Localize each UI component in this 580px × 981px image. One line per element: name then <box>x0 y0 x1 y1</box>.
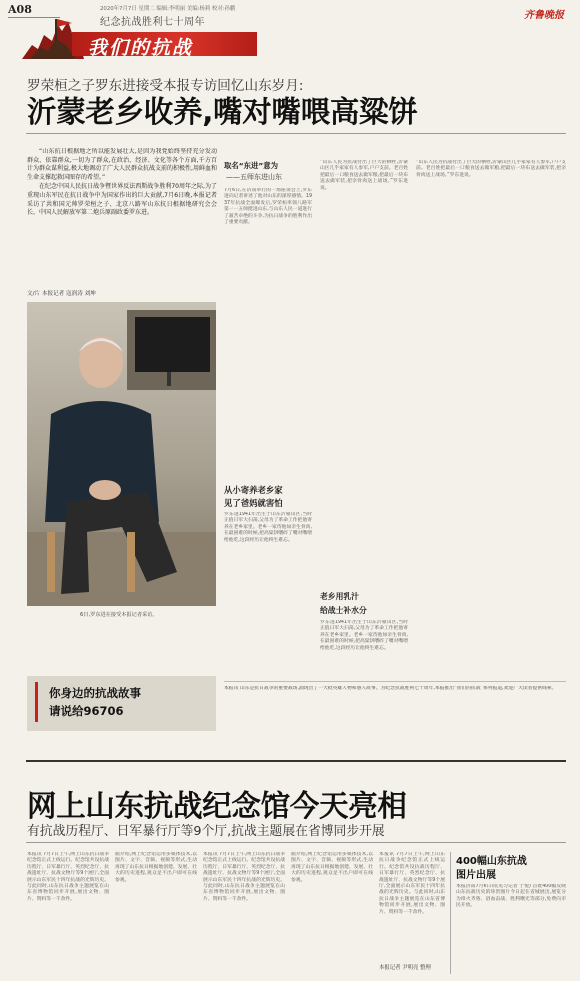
series-notice: 本报讯 山东是抗日战争的重要战场,涌现出了一大批英雄人物和感人故事。为纪念抗战胜利七十周年,本报推出“我们的抗战”系列报道,欢迎广大读者提供线索。 <box>224 686 557 691</box>
side-divider <box>450 852 451 974</box>
page-number: A08 <box>8 3 32 16</box>
side-title-2: 图片出展 <box>456 870 496 881</box>
notice-rule <box>224 681 566 682</box>
section-heading-3b: 给战士补水分 <box>320 606 367 615</box>
section-heading-2b: 见了爸妈就害怕 <box>224 498 283 508</box>
side-title-1: 400幅山东抗战 <box>456 856 527 867</box>
story1-kicker: 罗荣桓之子罗东进接受本报专访回忆山东岁月: <box>27 78 304 94</box>
interview-photo <box>27 302 216 606</box>
promo-accent <box>35 682 38 722</box>
story1-byline: 文/片 本报记者 寇润涛 刘坤 <box>27 291 96 297</box>
story2-rule <box>26 842 566 843</box>
side-body: 本报济南7月6日讯(见习记者 于悦) 首批400幅反映山东抗战历史的珍贵图片今日起在省城展出,展览分为烽火齐鲁、浴血奋战、胜利曙光等部分,免费向市民开放。 <box>456 884 566 909</box>
photo-caption: 6日,罗东进在接受本报记者采访。 <box>80 612 158 618</box>
story2-headline: 网上山东抗战纪念馆今天亮相 <box>27 789 407 823</box>
story1-lead <box>27 148 217 283</box>
paper-logo: 齐鲁晚报 <box>524 10 564 21</box>
lead-paragraph: “山东抗日根据地之所以能发展壮大,是因为我党始终坚持充分发动群众、依靠群众,一切为了群众,在政治、经济、文化等各个方面,千方百计为群众谋利益,极大地调动了广大人民群众抗战支前的积极性,用鲜血和生命支撑起救国图存的希望。” <box>27 148 217 181</box>
story2-column-4: 据介绍,网上纪念馆运用多媒体技术,以图片、文字、音频、视频等形式,生动再现了山东抗日根据地创建、发展、壮大的历史进程,观众足不出户即可在线参观。 <box>291 852 373 883</box>
story2-column-5: 本报讯 7月7日上午,网上山东抗日战争纪念馆正式上线运行。纪念馆共设抗战历程厅、日军暴行厅、英烈纪念厅、抗战遗址厅、抗战文物厅等9个展厅,全面展示山东军民十四年抗战的光辉历史。与此同时,山东抗日战争主题展览在山东省博物馆同步开展,展出文物、图片、资料等一千余件。 <box>379 852 445 915</box>
story1-column-3: “山东人民为抗战付出了巨大的牺牲,沂蒙山区几乎家家有人参军,户户支前。老百姓把最后一口粮食送去做军粮,把最后一块布送去做军装,把亲骨肉送上战场。”罗东进说。 <box>416 160 566 178</box>
story1-column-1a: 7月6日,在济南举行的一场座谈会上,罗东进向记者讲述了他对山东的深厚感情。1937年抗战全面爆发后,罗荣桓率领八路军第一一五师挺进山东,与山东人民一道进行了艰苦卓绝的斗争,为抗日战争的胜利作出了重要贡献。 <box>224 188 312 226</box>
masthead <box>0 0 580 62</box>
story1-column-1b: 罗东进1941年出生于山东沂蒙山区,当时正值日军大扫荡,父母为了革命工作把他寄养在老乡家里。老乡一家待他如亲生骨肉,在最困难的时候,把高粱饼嚼碎了嘴对嘴喂给他吃,这段经历让他终生难忘。 <box>224 512 312 543</box>
promo-line-1: 你身边的抗战故事 <box>49 686 141 700</box>
hotline-promo <box>27 676 216 731</box>
section-heading-1: 取名“东进”意为 <box>224 161 279 170</box>
story1-column-2b: 罗东进1941年出生于山东沂蒙山区,当时正值日军大扫荡,父母为了革命工作把他寄养在老乡家里。老乡一家待他如亲生骨肉,在最困难的时候,把高粱饼嚼碎了嘴对嘴喂给他吃,这段经历让他终生难忘。 <box>320 620 408 651</box>
story-divider <box>26 760 566 762</box>
story2-subhead: 有抗战历程厅、日军暴行厅等9个厅,抗战主题展在省博同步开展 <box>27 824 385 839</box>
story2-column-2: 据介绍,网上纪念馆运用多媒体技术,以图片、文字、音频、视频等形式,生动再现了山东抗日根据地创建、发展、壮大的历史进程,观众足不出户即可在线参观。 <box>115 852 197 883</box>
lead-paragraph-2: 在纪念中国人民抗日战争暨世界反法西斯战争胜利70周年之际,为了重现山东军民在抗日战争中为国家作出的巨大贡献,7月6日晚,本报记者采访了共和国元帅罗荣桓之子、北京八路军山东抗日根据地研究会会长、中国人民解放军第二炮兵原副政委罗东进。 <box>27 183 217 217</box>
story1-column-2a: “山东人民为抗战付出了巨大的牺牲,沂蒙山区几乎家家有人参军,户户支前。老百姓把最后一口粮食送去做军粮,把最后一块布送去做军装,把亲骨肉送上战场。”罗东进说。 <box>320 160 408 191</box>
section-heading-1b: ——五师东进山东 <box>226 173 282 181</box>
section-heading-2: 从小寄养老乡家 <box>224 485 283 495</box>
story2-column-3: 本报讯 7月7日上午,网上山东抗日战争纪念馆正式上线运行。纪念馆共设抗战历程厅、日军暴行厅、英烈纪念厅、抗战遗址厅、抗战文物厅等9个展厅,全面展示山东军民十四年抗战的光辉历史。与此同时,山东抗日战争主题展览在山东省博物馆同步开展,展出文物、图片、资料等一千余件。 <box>203 852 285 902</box>
story2-byline: 本报记者 尹明亮 整理 <box>379 965 431 971</box>
date-line: 2020年7月7日 星期二 编辑:李明丽 美编:杨莉 校对:孙鹏 <box>100 6 236 12</box>
column-title: 纪念抗战胜利七十周年 <box>100 17 205 28</box>
section-heading-3: 老乡用乳汁 <box>320 592 359 601</box>
headline-rule <box>26 133 566 134</box>
promo-line-2: 请说给96706 <box>49 704 124 718</box>
story1-headline: 沂蒙老乡收养,嘴对嘴喂高粱饼 <box>27 95 418 129</box>
story2-column-1: 本报讯 7月7日上午,网上山东抗日战争纪念馆正式上线运行。纪念馆共设抗战历程厅、日军暴行厅、英烈纪念厅、抗战遗址厅、抗战文物厅等9个展厅,全面展示山东军民十四年抗战的光辉历史。与此同时,山东抗日战争主题展览在山东省博物馆同步开展,展出文物、图片、资料等一千余件。 <box>27 852 109 902</box>
banner-title: 我们的抗战 <box>88 37 194 59</box>
